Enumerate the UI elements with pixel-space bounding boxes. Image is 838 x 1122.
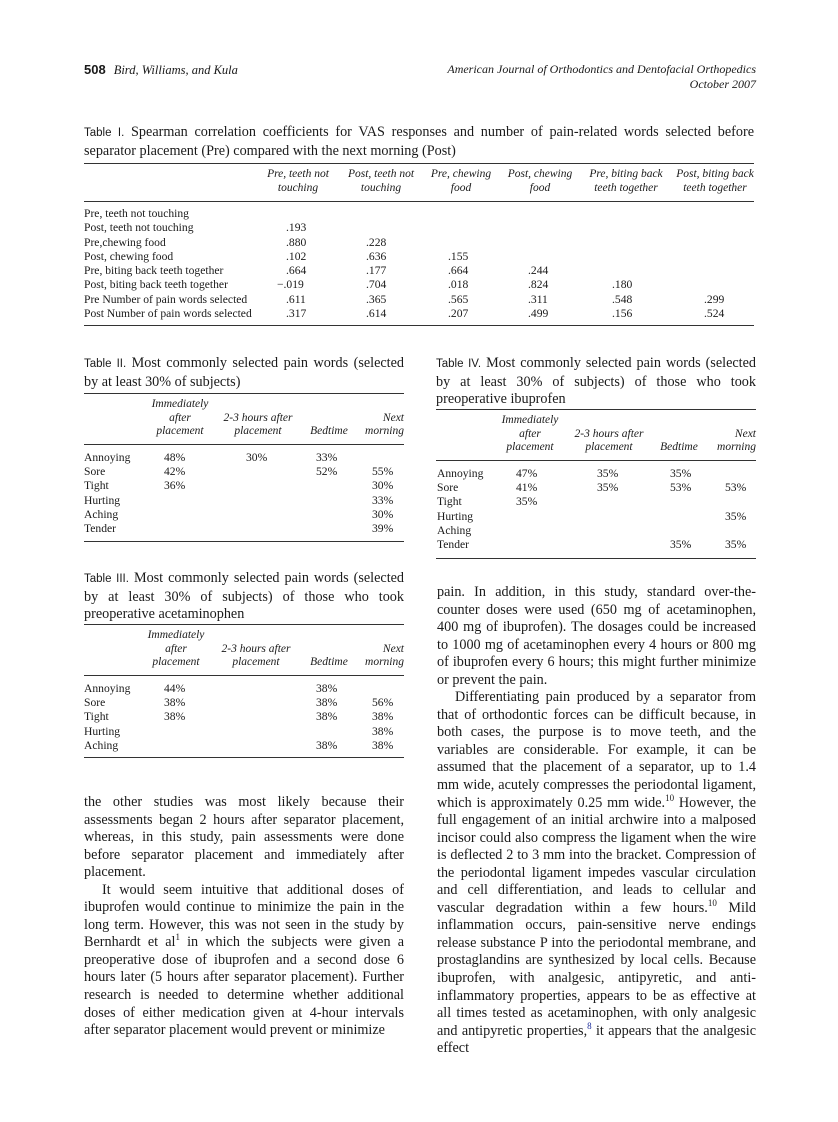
col-header-line: placement: [234, 425, 282, 437]
table-cell: 38%: [372, 738, 394, 752]
table-cell: 55%: [372, 465, 394, 479]
table-cell: [516, 510, 537, 524]
table-cell: 53%: [725, 481, 747, 495]
table-cell: 35%: [597, 481, 619, 495]
table2-column-4: [372, 451, 393, 536]
table1-caption: [84, 124, 754, 160]
table-cell: .704: [366, 278, 387, 292]
table-cell: [612, 250, 632, 264]
table-cell: .548: [612, 292, 633, 306]
col-header-line: Immediately: [501, 414, 559, 426]
table-cell: 38%: [372, 724, 394, 738]
table-cell: [597, 538, 618, 552]
table-cell: 52%: [316, 465, 338, 479]
text-span: Differentiating pain produced by a separator from that of orthodontic forces can be difficult because, in both cases, the purpose is to move teeth, and the variables are considerable. For example, it can be assumed that the placement of a separator, up to 1.4 mm wide, acutely compresses the periodontal ligament, which is approximately 0.25 mm wide.: [437, 689, 756, 811]
col-header-line: Pre, teeth not: [267, 168, 329, 180]
table-cell: .664: [448, 264, 469, 278]
table1-col-header: [341, 168, 421, 195]
table-row-label: Hurting: [84, 724, 121, 738]
col-header-line: Post, teeth not: [347, 168, 415, 180]
col-header-line: Bedtime: [310, 656, 348, 668]
table1-row-labels: [84, 207, 252, 321]
table2-label: Table II.: [84, 358, 127, 370]
table3-column-4: [372, 682, 393, 753]
table-cell: [448, 207, 468, 221]
table-cell: [612, 264, 632, 278]
table3-row-labels: [84, 682, 130, 753]
table-cell: [516, 538, 537, 552]
table1-col-header: [500, 168, 580, 195]
col-header-line: Immediately: [147, 629, 205, 641]
table1-column-2: [366, 207, 386, 321]
table-cell: .524: [704, 307, 725, 321]
table-row-label: Annoying: [84, 682, 131, 695]
citation-ref[interactable]: 1: [175, 932, 180, 943]
col-header-line: placement: [585, 441, 633, 453]
table3-header-rule: [84, 675, 404, 676]
table-cell: [246, 508, 267, 522]
table1-caption-text: Spearman correlation coefficients for VAS responses and number of pain-related words selected before separator placement (Pre) compared with the next morning (Post): [84, 124, 755, 159]
table-cell: [286, 207, 306, 221]
table-cell: 35%: [670, 537, 692, 551]
col-header-line: after: [519, 427, 541, 440]
table-cell: 39%: [372, 521, 394, 535]
table-cell: 53%: [670, 481, 692, 495]
table-cell: [164, 725, 185, 739]
text-span: it appears that the analgesic effect: [437, 1022, 756, 1057]
table-cell: 38%: [164, 696, 186, 710]
table-cell: [164, 494, 185, 508]
table-cell: [528, 236, 548, 250]
table2-bottom-rule: [84, 541, 404, 542]
table-cell: 38%: [316, 682, 338, 695]
table2-header-rule: [84, 444, 404, 445]
table-cell: 30%: [372, 479, 394, 493]
col-header-line: 2-3 hours after: [223, 411, 293, 424]
table-row-label: Post, teeth not touching: [84, 221, 194, 235]
table-row-label: Annoying: [437, 467, 484, 480]
table-cell: .311: [528, 292, 548, 306]
table-cell: [316, 479, 337, 493]
col-header-line: after: [165, 642, 187, 655]
table3-top-rule: [84, 624, 404, 625]
table1-bottom-rule: [84, 325, 754, 326]
table-cell: [612, 221, 632, 235]
table-cell: 38%: [316, 710, 338, 724]
col-header-line: Pre, chewing: [430, 168, 492, 180]
body-column-right: [437, 584, 756, 1058]
table-cell: [597, 510, 618, 524]
table-cell: [704, 264, 724, 278]
table-cell: [725, 495, 746, 509]
table-cell: [246, 479, 267, 493]
table-row-label: Hurting: [437, 509, 474, 523]
table-cell: [597, 524, 618, 538]
table-cell: [366, 207, 386, 221]
col-header-line: Bedtime: [310, 425, 348, 437]
table-cell: .880: [286, 235, 307, 249]
table3-col-header: [356, 643, 404, 670]
col-header-line: 2-3 hours after: [221, 642, 291, 655]
table-cell: [612, 207, 632, 221]
table2-column-2: [246, 451, 267, 536]
table-cell: [704, 207, 724, 221]
table1-col-header: [581, 168, 671, 195]
table4-col-header: [706, 428, 756, 455]
table-cell: .244: [528, 264, 549, 278]
table-cell: [246, 465, 267, 479]
table1-column-4: [528, 207, 548, 321]
table-cell: .611: [286, 292, 306, 306]
table-cell: .180: [612, 278, 633, 292]
table2-col-header: [215, 412, 301, 439]
table-cell: 47%: [516, 467, 538, 480]
table-cell: [704, 236, 724, 250]
table-cell: [246, 494, 267, 508]
page-number: 508: [84, 62, 106, 77]
table2-caption: [84, 355, 404, 391]
table-cell: 38%: [316, 696, 338, 710]
table-cell: 44%: [164, 682, 186, 695]
table2-column-1: [164, 451, 185, 536]
table3-col-header: [213, 643, 299, 670]
table1-col-header: [672, 168, 758, 195]
table-row-label: Pre, teeth not touching: [84, 207, 189, 220]
table-cell: −.019: [277, 278, 304, 292]
table-row-label: Tight: [84, 710, 109, 724]
table-row-label: Pre Number of pain words selected: [84, 292, 248, 306]
table-cell: .614: [366, 307, 387, 321]
citation-ref[interactable]: 8: [587, 1020, 592, 1031]
table-cell: .228: [366, 235, 387, 249]
col-header-line: food: [529, 181, 551, 194]
table-row-label: Annoying: [84, 451, 131, 464]
table-row-label: Post Number of pain words selected: [84, 307, 252, 321]
col-header-line: placement: [156, 425, 204, 437]
table-cell: [704, 250, 724, 264]
table-cell: .193: [286, 221, 307, 235]
table4-column-2: [597, 467, 618, 552]
table-row-label: Post, chewing food: [84, 249, 174, 263]
table-cell: 35%: [670, 467, 692, 480]
table2-top-rule: [84, 393, 404, 394]
table3-caption-text: Most commonly selected pain words (selected by at least 30% of subjects) of those who took preoperative acetaminophen: [84, 570, 405, 622]
table-cell: [528, 221, 548, 235]
table4-caption: [436, 355, 756, 409]
col-header-line: Bedtime: [660, 441, 698, 453]
col-header-line: Pre, biting back: [589, 168, 663, 180]
col-header-line: teeth together: [683, 181, 747, 194]
col-header-line: Next: [382, 411, 404, 424]
table2-row-labels: [84, 451, 130, 536]
table3-caption: [84, 570, 404, 624]
col-header-line: food: [450, 181, 472, 194]
col-header-line: placement: [232, 656, 280, 668]
journal-name: American Journal of Orthodontics and Dentofacial Orthopedics: [447, 62, 756, 76]
table-cell: [316, 522, 337, 536]
table2-caption-text: Most commonly selected pain words (selected by at least 30% of subjects): [84, 355, 405, 390]
issue-date: October 2007: [689, 77, 756, 91]
table4-col-header: [656, 441, 702, 455]
col-header-line: placement: [506, 441, 554, 453]
table4-row-labels: [437, 467, 483, 552]
table-row-label: Aching: [84, 738, 119, 752]
table-row-label: Hurting: [84, 493, 121, 507]
table1-column-3: [448, 207, 468, 321]
col-header-line: Next: [382, 642, 404, 655]
table-cell: 30%: [246, 451, 268, 464]
table-row-label: Aching: [437, 523, 472, 537]
table-cell: 36%: [164, 479, 186, 493]
table-cell: .018: [448, 278, 469, 292]
table1-label: Table I.: [84, 127, 125, 139]
text-span: However, the full engagement of an initial archwire into a malposed incisor could also compress the ligament when the wire is deflected 2 to 3 mm into the bracket. Compression of the periodontal ligament impedes vascular circulation and cell differentiation, and leads to cellular and vascular degradation within a few hours.: [437, 794, 756, 916]
table-cell: [448, 221, 468, 235]
table-cell: [164, 739, 185, 753]
table-cell: .664: [286, 264, 307, 278]
table-cell: .365: [366, 292, 387, 306]
col-header-line: morning: [365, 425, 404, 437]
paragraph: [437, 689, 756, 1057]
table-cell: [725, 524, 746, 538]
citation-ref[interactable]: 10: [665, 792, 675, 803]
table3-col-header: [136, 629, 216, 670]
table-row-label: Tight: [84, 479, 109, 493]
table-cell: [316, 508, 337, 522]
table-row-label: Pre, biting back teeth together: [84, 264, 224, 278]
table-cell: [704, 221, 724, 235]
table-cell: [704, 278, 724, 292]
table-cell: 35%: [725, 509, 747, 523]
table3-label: Table III.: [84, 573, 129, 585]
table2-col-header: [356, 412, 404, 439]
table-cell: [670, 510, 691, 524]
table4-column-3: [670, 467, 691, 552]
table-cell: [316, 494, 337, 508]
table-cell: .102: [286, 249, 307, 263]
table2-col-header: [140, 398, 220, 439]
table1-header-rule: [84, 201, 754, 202]
table-cell: [164, 522, 185, 536]
table-cell: [448, 236, 468, 250]
table-row-label: Post, biting back teeth together: [84, 278, 228, 292]
table-cell: .824: [528, 278, 549, 292]
table-cell: [164, 508, 185, 522]
table-cell: 35%: [597, 467, 619, 480]
paragraph: the other studies was most likely because their assessments began 2 hours after separator placement, whereas, in this study, pain assessments were done before separator placement and immediately after placement.: [84, 794, 404, 881]
paragraph: pain. In addition, in this study, standard over-the-counter doses were used (650 mg of acetaminophen, 400 mg of ibuprofen). The dosages could be increased to 1000 mg of acetaminophen every 4 hours or 800 mg of ibuprofen every 6 hours; this might further minimize or prevent the pain.: [437, 584, 756, 688]
table-cell: .207: [448, 307, 469, 321]
body-column-left: [84, 794, 404, 1040]
table1-column-6: [704, 207, 724, 321]
table-cell: 35%: [516, 495, 538, 509]
table1-col-header: [423, 168, 499, 195]
table-cell: 30%: [372, 507, 394, 521]
table-cell: [528, 250, 548, 264]
table-row-label: Tender: [84, 521, 117, 535]
table1-top-rule: [84, 163, 754, 164]
table-cell: [612, 236, 632, 250]
table-cell: .177: [366, 264, 387, 278]
table-row-label: Tight: [437, 495, 462, 509]
text-span: Mild inflammation occurs, pain-sensitive nerve endings release substance P into the periodontal membrane, and prostaglandins are synthesized by local cells. Because ibuprofen, with analgesic, antipyretic, and anti-inflammatory properties, appears to be as effective at all times tested as acetaminophen, with only analgesic and antipyretic properties,: [437, 899, 756, 1039]
table-cell: .317: [286, 307, 307, 321]
table-cell: [366, 221, 386, 235]
table-cell: 38%: [372, 710, 394, 724]
table1-column-1: [277, 207, 307, 321]
col-header-line: touching: [277, 181, 319, 194]
col-header-line: 2-3 hours after: [574, 427, 644, 440]
table-cell: [316, 725, 337, 739]
col-header-line: morning: [365, 656, 404, 668]
table4-caption-text: Most commonly selected pain words (selected by at least 30% of subjects) of those who took preoperative ibuprofen: [436, 355, 756, 407]
table4-column-4: [725, 467, 746, 552]
table3-bottom-rule: [84, 757, 404, 758]
table2-column-3: [316, 451, 337, 536]
table-cell: [516, 524, 537, 538]
table-cell: [372, 682, 393, 696]
col-header-line: teeth together: [594, 181, 658, 194]
table-row-label: Tender: [437, 537, 470, 551]
table4-header-rule: [436, 460, 756, 461]
table-cell: 33%: [372, 493, 394, 507]
table4-column-1: [516, 467, 537, 552]
table-cell: .565: [448, 292, 469, 306]
col-header-line: Immediately: [151, 398, 209, 410]
table-row-label: Pre,chewing food: [84, 235, 166, 249]
table4-col-header: [566, 428, 652, 455]
table-cell: .499: [528, 307, 549, 321]
col-header-line: after: [169, 411, 191, 424]
col-header-line: touching: [360, 181, 402, 194]
table-row-label: Sore: [84, 696, 106, 710]
table-cell: [670, 524, 691, 538]
table-cell: 33%: [316, 451, 338, 464]
table-cell: [725, 467, 746, 481]
table-cell: 38%: [316, 738, 338, 752]
table-cell: .156: [612, 307, 633, 321]
table4-label: Table IV.: [436, 358, 482, 370]
citation-ref[interactable]: 10: [707, 897, 717, 908]
table3-column-1: [164, 682, 185, 753]
table1-col-header: [256, 168, 340, 195]
table-row-label: Sore: [437, 481, 459, 495]
table-cell: 48%: [164, 451, 186, 464]
table-cell: [597, 495, 618, 509]
table-cell: [528, 207, 548, 221]
table-row-label: Sore: [84, 465, 106, 479]
table-cell: 35%: [725, 537, 747, 551]
authors: Bird, Williams, and Kula: [113, 63, 238, 77]
col-header-line: Post, biting back: [676, 168, 754, 180]
table-cell: .636: [366, 249, 387, 263]
table4-bottom-rule: [436, 558, 756, 559]
col-header-line: morning: [717, 441, 756, 453]
table-cell: 42%: [164, 465, 186, 479]
table-cell: 41%: [516, 481, 538, 495]
table-cell: [670, 495, 691, 509]
col-header-line: Next: [734, 427, 756, 440]
running-header-left: [84, 62, 238, 78]
table4-top-rule: [436, 409, 756, 410]
table-row-label: Aching: [84, 507, 119, 521]
table-cell: 56%: [372, 696, 394, 710]
paragraph: [84, 882, 404, 1040]
table3-col-header: [306, 656, 352, 670]
table1-column-5: [612, 207, 632, 321]
table3-column-3: [316, 682, 337, 753]
table-cell: .155: [448, 249, 469, 263]
table-cell: 38%: [164, 710, 186, 724]
col-header-line: placement: [152, 656, 200, 668]
table2-col-header: [306, 425, 352, 439]
table-cell: .299: [704, 292, 725, 306]
col-header-line: Post, chewing: [507, 168, 573, 180]
running-header-right: [447, 62, 756, 92]
table4-col-header: [490, 414, 570, 455]
table-cell: [372, 451, 393, 465]
table-cell: [246, 522, 267, 536]
text-span: It would seem intuitive that additional doses of ibuprofen would continue to minimize the pain in the long term. However, this was not seen in the study by Bernhardt et al: [84, 881, 404, 951]
text-span: in which the subjects were given a preoperative dose of ibuprofen and a second dose 6 hours later (5 hours after separator placement). Further research is needed to determine whether additional doses of either medication given at 4-hour intervals after separator placement would prevent or minimize: [84, 934, 404, 1039]
